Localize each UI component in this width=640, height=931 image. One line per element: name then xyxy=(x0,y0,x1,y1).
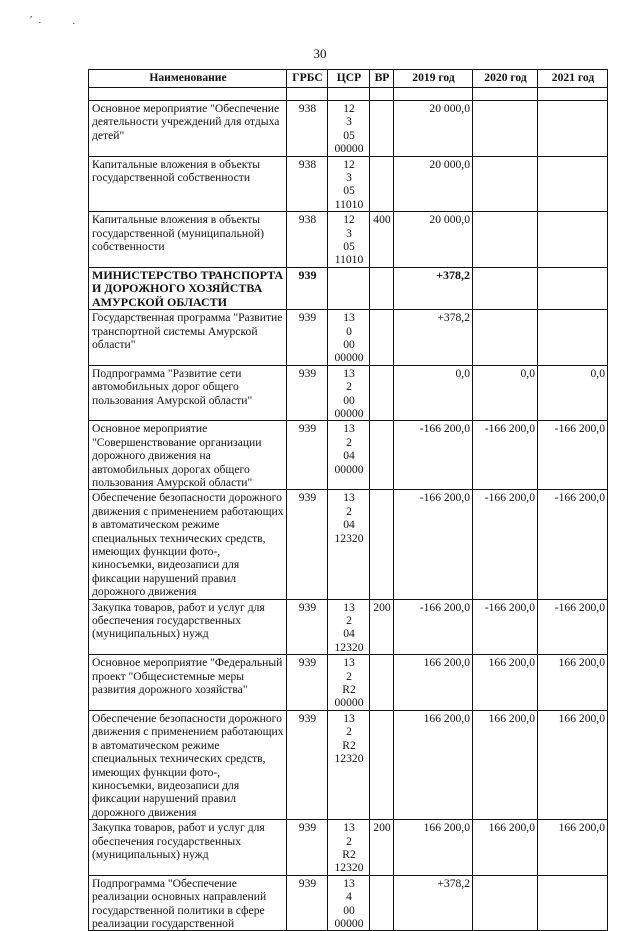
row-2019: 20 000,0 xyxy=(394,212,473,268)
table-body xyxy=(89,88,608,931)
row-vr xyxy=(370,310,394,366)
row-name: Закупка товаров, работ и услуг для обеспечения государственных (муниципальных) нужд xyxy=(89,820,287,876)
row-2021: 166 200,0 xyxy=(538,710,608,819)
scan-mark: ˙ xyxy=(38,20,42,32)
row-name: Основное мероприятие "Совершенствование организации дорожного движения на автомобильных дорогах общего пользования Амурской области" xyxy=(89,421,287,490)
table-row xyxy=(89,156,608,212)
row-grbs: 938 xyxy=(287,212,328,268)
row-2021: 0,0 xyxy=(538,365,608,421)
row-2020: 166 200,0 xyxy=(473,710,538,819)
table-row xyxy=(89,599,608,655)
row-2020 xyxy=(473,875,538,931)
row-2021 xyxy=(538,310,608,366)
scan-mark: · xyxy=(72,18,76,30)
row-grbs: 938 xyxy=(287,101,328,157)
row-vr xyxy=(370,156,394,212)
row-2020 xyxy=(473,101,538,157)
row-name: МИНИСТЕРСТВО ТРАНСПОРТА И ДОРОЖНОГО ХОЗЯЙСТВА АМУРСКОЙ ОБЛАСТИ xyxy=(89,267,287,309)
row-grbs: 938 xyxy=(287,156,328,212)
scan-mark: ′ xyxy=(30,14,33,26)
row-grbs: 939 xyxy=(287,599,328,655)
row-csr: 13 2 R2 00000 xyxy=(328,655,370,711)
row-name: Закупка товаров, работ и услуг для обеспечения государственных (муниципальных) нужд xyxy=(89,599,287,655)
row-name: Основное мероприятие "Обеспечение деятельности учреждений для отдыха детей" xyxy=(89,101,287,157)
row-vr xyxy=(370,875,394,931)
row-csr: 12 3 05 00000 xyxy=(328,101,370,157)
row-2020: 166 200,0 xyxy=(473,820,538,876)
budget-table xyxy=(88,69,608,931)
row-vr xyxy=(370,101,394,157)
row-2019: -166 200,0 xyxy=(394,599,473,655)
row-2021: 166 200,0 xyxy=(538,820,608,876)
row-2020: 166 200,0 xyxy=(473,655,538,711)
row-2019: 20 000,0 xyxy=(394,156,473,212)
column-header-name: Наименование xyxy=(89,70,287,88)
row-2020: -166 200,0 xyxy=(473,490,538,599)
row-grbs: 939 xyxy=(287,490,328,599)
row-grbs: 939 xyxy=(287,365,328,421)
column-header-2021: 2021 год xyxy=(538,70,608,88)
row-vr xyxy=(370,267,394,309)
row-2021 xyxy=(538,156,608,212)
row-2020: 0,0 xyxy=(473,365,538,421)
table-header-row xyxy=(89,70,608,88)
row-2019: 166 200,0 xyxy=(394,820,473,876)
row-name: Капитальные вложения в объекты государственной собственности xyxy=(89,156,287,212)
row-grbs: 939 xyxy=(287,820,328,876)
table-row xyxy=(89,655,608,711)
table-row xyxy=(89,710,608,819)
row-csr: 13 2 00 00000 xyxy=(328,365,370,421)
column-header-grbs: ГРБС xyxy=(287,70,328,88)
row-2020 xyxy=(473,267,538,309)
row-grbs: 939 xyxy=(287,655,328,711)
row-name: Основное мероприятие "Федеральный проект "Общесистемные меры развития дорожного хозяйства" xyxy=(89,655,287,711)
row-grbs: 939 xyxy=(287,310,328,366)
table-row xyxy=(89,310,608,366)
row-2019: 166 200,0 xyxy=(394,710,473,819)
column-header-2020: 2020 год xyxy=(473,70,538,88)
row-name: Подпрограмма "Обеспечение реализации основных направлений государственной политики в сфере реализации государственной xyxy=(89,875,287,931)
row-2019: +378,2 xyxy=(394,875,473,931)
row-2021 xyxy=(538,875,608,931)
row-csr: 12 3 05 11010 xyxy=(328,156,370,212)
row-vr xyxy=(370,710,394,819)
row-vr xyxy=(370,421,394,490)
row-2020 xyxy=(473,156,538,212)
row-name: Капитальные вложения в объекты государственной (муниципальной) собственности xyxy=(89,212,287,268)
page-number: 30 xyxy=(313,46,327,61)
row-2021 xyxy=(538,101,608,157)
row-2021: -166 200,0 xyxy=(538,599,608,655)
row-vr xyxy=(370,490,394,599)
row-2021: -166 200,0 xyxy=(538,421,608,490)
row-2019: -166 200,0 xyxy=(394,490,473,599)
row-csr xyxy=(328,267,370,309)
row-csr: 13 0 00 00000 xyxy=(328,310,370,366)
table-row xyxy=(89,490,608,599)
row-2019: 0,0 xyxy=(394,365,473,421)
row-grbs: 939 xyxy=(287,267,328,309)
row-vr: 200 xyxy=(370,820,394,876)
row-2021: -166 200,0 xyxy=(538,490,608,599)
row-2019: 166 200,0 xyxy=(394,655,473,711)
row-vr: 400 xyxy=(370,212,394,268)
row-2019: +378,2 xyxy=(394,267,473,309)
table-row xyxy=(89,212,608,268)
table-row xyxy=(89,365,608,421)
row-csr: 13 2 04 12320 xyxy=(328,599,370,655)
row-vr xyxy=(370,655,394,711)
row-2020: -166 200,0 xyxy=(473,421,538,490)
row-name: Обеспечение безопасности дорожного движения с применением работающих в автоматическом режиме специальных технических средств, имеющих функции фото-, киносъемки, видеозаписи для фиксации нарушений правил дорожного движения xyxy=(89,490,287,599)
row-csr: 13 2 R2 12320 xyxy=(328,820,370,876)
table-row xyxy=(89,820,608,876)
row-csr: 13 4 00 00000 xyxy=(328,875,370,931)
row-2021 xyxy=(538,212,608,268)
row-2019: 20 000,0 xyxy=(394,101,473,157)
row-name: Подпрограмма "Развитие сети автомобильных дорог общего пользования Амурской области" xyxy=(89,365,287,421)
table-row xyxy=(89,267,608,309)
row-csr: 13 2 R2 12320 xyxy=(328,710,370,819)
row-vr xyxy=(370,365,394,421)
row-csr: 13 2 04 00000 xyxy=(328,421,370,490)
row-name: Обеспечение безопасности дорожного движения с применением работающих в автоматическом режиме специальных технических средств, имеющих функции фото-, киносъемки, видеозаписи для фиксации нарушений правил дорожного движения xyxy=(89,710,287,819)
row-grbs: 939 xyxy=(287,710,328,819)
row-csr: 12 3 05 11010 xyxy=(328,212,370,268)
row-grbs: 939 xyxy=(287,875,328,931)
row-vr: 200 xyxy=(370,599,394,655)
row-2020 xyxy=(473,310,538,366)
column-header-vr: ВР xyxy=(370,70,394,88)
table-row xyxy=(89,101,608,157)
table-row xyxy=(89,875,608,931)
row-2020: -166 200,0 xyxy=(473,599,538,655)
spacer-row xyxy=(89,88,608,101)
row-2019: +378,2 xyxy=(394,310,473,366)
row-2021: 166 200,0 xyxy=(538,655,608,711)
row-name: Государственная программа "Развитие транспортной системы Амурской области" xyxy=(89,310,287,366)
row-2020 xyxy=(473,212,538,268)
table-row xyxy=(89,421,608,490)
column-header-csr: ЦСР xyxy=(328,70,370,88)
column-header-2019: 2019 год xyxy=(394,70,473,88)
row-csr: 13 2 04 12320 xyxy=(328,490,370,599)
row-grbs: 939 xyxy=(287,421,328,490)
row-2019: -166 200,0 xyxy=(394,421,473,490)
row-2021 xyxy=(538,267,608,309)
